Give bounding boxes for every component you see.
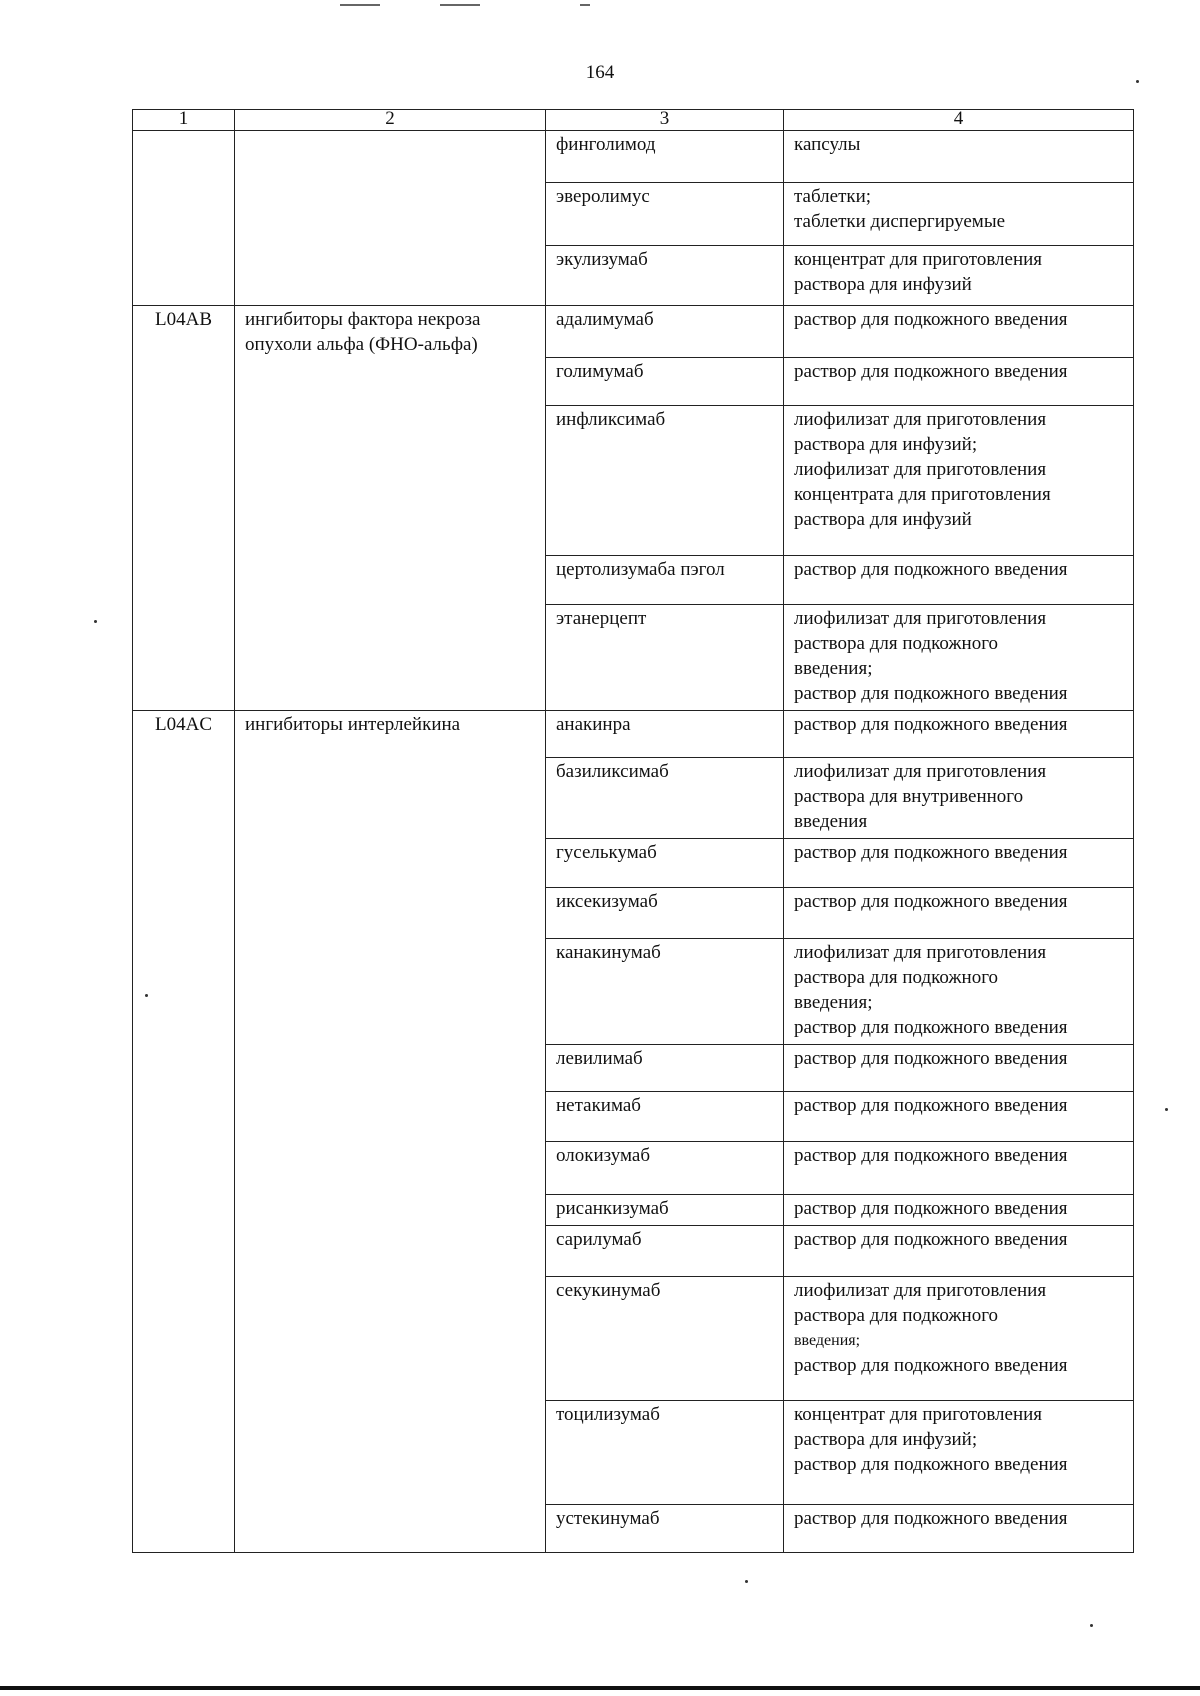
dosage-form-line: раствор для подкожного введения (794, 1454, 1068, 1475)
dosage-form-line: раствор для подкожного введения (794, 714, 1068, 735)
dosage-forms-cell (784, 1505, 1134, 1553)
dosage-forms-cell (784, 306, 1134, 358)
drug-name-cell: голимумаб (546, 358, 784, 406)
drug-name-cell: канакинумаб (546, 939, 784, 1045)
medication-table (132, 109, 1134, 1553)
dosage-form-line: концентрат для приготовления (794, 249, 1043, 270)
dosage-form-line: концентрата для приготовления (794, 484, 1051, 505)
pharmacological-group-cell: ингибиторы фактора некроза опухоли альфа (ФНО-альфа) (235, 306, 546, 711)
dosage-forms-cell (784, 605, 1134, 711)
scan-speck (745, 1580, 748, 1583)
dosage-form-line: раствор для подкожного введения (794, 1095, 1068, 1116)
drug-name-cell: рисанкизумаб (546, 1195, 784, 1226)
dosage-form-line: введения; (794, 992, 873, 1013)
drug-name-cell: левилимаб (546, 1045, 784, 1092)
dosage-form-line: лиофилизат для приготовления (794, 608, 1047, 629)
drug-name-cell: устекинумаб (546, 1505, 784, 1553)
table-row (133, 711, 1134, 758)
dosage-form-line: введения; (794, 658, 873, 679)
dosage-form-line: таблетки диспергируемые (794, 211, 1006, 232)
drug-name-cell: сарилумаб (546, 1226, 784, 1277)
dosage-forms-cell (784, 888, 1134, 939)
dosage-form-line: лиофилизат для приготовления (794, 409, 1047, 430)
dosage-form-line: раствора для внутривенного (794, 786, 1024, 807)
drug-name-cell: нетакимаб (546, 1092, 784, 1142)
dosage-form-line: раствор для подкожного введения (794, 309, 1068, 330)
drug-name-cell: цертолизумаба пэгол (546, 556, 784, 605)
dosage-forms-cell (784, 711, 1134, 758)
dosage-form-line: раствора для инфузий (794, 509, 972, 530)
dosage-forms-cell (784, 1092, 1134, 1142)
dosage-form-line: раствор для подкожного введения (794, 1017, 1068, 1038)
dosage-form-line: раствор для подкожного введения (794, 1145, 1068, 1166)
scan-speck (1136, 80, 1139, 83)
dosage-forms-cell (784, 246, 1134, 306)
drug-name-cell: базиликсимаб (546, 758, 784, 839)
drug-name-cell: секукинумаб (546, 1277, 784, 1401)
dosage-form-line: таблетки; (794, 186, 872, 207)
drug-name-cell: эверолимус (546, 183, 784, 246)
dosage-form-line: концентрат для приготовления (794, 1404, 1043, 1425)
pharmacological-group-cell: ингибиторы интерлейкина (235, 711, 546, 1553)
dosage-form-line: лиофилизат для приготовления (794, 459, 1047, 480)
atc-code-cell: L04AC (133, 711, 235, 1553)
drug-name-cell: олокизумаб (546, 1142, 784, 1195)
drug-name-cell: гуселькумаб (546, 839, 784, 888)
drug-name-cell: адалимумаб (546, 306, 784, 358)
dosage-form-line: раствора для подкожного (794, 1305, 999, 1326)
dosage-form-line: лиофилизат для приготовления (794, 942, 1047, 963)
drug-name-cell: финголимод (546, 131, 784, 183)
dosage-form-line: раствора для подкожного (794, 967, 999, 988)
scan-speck (145, 994, 148, 997)
dosage-form-line: раствор для подкожного введения (794, 559, 1068, 580)
dosage-form-line: капсулы (794, 134, 861, 155)
dosage-forms-cell (784, 1045, 1134, 1092)
dosage-form-line: лиофилизат для приготовления (794, 761, 1047, 782)
dosage-form-line: раствор для подкожного введения (794, 842, 1068, 863)
dosage-form-line: раствора для инфузий (794, 274, 972, 295)
drug-name-cell: этанерцепт (546, 605, 784, 711)
column-number-2: 2 (235, 110, 546, 131)
dosage-forms-cell (784, 183, 1134, 246)
dosage-forms-cell (784, 758, 1134, 839)
drug-name-cell: иксекизумаб (546, 888, 784, 939)
group-cell (235, 131, 546, 306)
table-row (133, 131, 1134, 183)
dosage-forms-cell (784, 1142, 1134, 1195)
dosage-forms-cell (784, 406, 1134, 556)
column-number-1: 1 (133, 110, 235, 131)
dosage-form-line: раствор для подкожного введения (794, 1048, 1068, 1069)
dosage-form-line: раствора для подкожного (794, 633, 999, 654)
dosage-form-line: раствор для подкожного введения (794, 1355, 1068, 1376)
scan-speck (1090, 1624, 1093, 1627)
column-number-3: 3 (546, 110, 784, 131)
dosage-forms-cell (784, 1277, 1134, 1401)
scan-speck (94, 620, 97, 623)
dosage-forms-cell (784, 1401, 1134, 1505)
scan-bottom-edge (0, 1686, 1200, 1690)
dosage-form-line: раствор для подкожного введения (794, 361, 1068, 382)
dosage-forms-cell (784, 556, 1134, 605)
dosage-form-line: введения (794, 811, 868, 832)
dosage-form-line: раствор для подкожного введения (794, 683, 1068, 704)
dosage-form-line: раствора для инфузий; (794, 434, 978, 455)
dosage-forms-cell (784, 131, 1134, 183)
drug-name-cell: инфликсимаб (546, 406, 784, 556)
drug-name-cell: экулизумаб (546, 246, 784, 306)
dosage-form-line: раствор для подкожного введения (794, 1198, 1068, 1219)
dosage-forms-cell (784, 1226, 1134, 1277)
atc-code-cell: L04AB (133, 306, 235, 711)
column-number-4: 4 (784, 110, 1134, 131)
dosage-form-line: введения; (794, 1332, 861, 1349)
dosage-form-line: раствор для подкожного введения (794, 1229, 1068, 1250)
dosage-form-line: лиофилизат для приготовления (794, 1280, 1047, 1301)
drug-name-cell: тоцилизумаб (546, 1401, 784, 1505)
scan-top-marks (340, 4, 660, 10)
dosage-form-line: раствор для подкожного введения (794, 1508, 1068, 1529)
code-cell (133, 131, 235, 306)
dosage-form-line: раствор для подкожного введения (794, 891, 1068, 912)
dosage-forms-cell (784, 839, 1134, 888)
column-number-row (133, 110, 1134, 131)
drug-name-cell: анакинра (546, 711, 784, 758)
scan-speck (1165, 1108, 1168, 1111)
dosage-forms-cell (784, 1195, 1134, 1226)
dosage-forms-cell (784, 939, 1134, 1045)
page-number: 164 (585, 62, 615, 83)
table-row (133, 306, 1134, 358)
dosage-forms-cell (784, 358, 1134, 406)
dosage-form-line: раствора для инфузий; (794, 1429, 978, 1450)
